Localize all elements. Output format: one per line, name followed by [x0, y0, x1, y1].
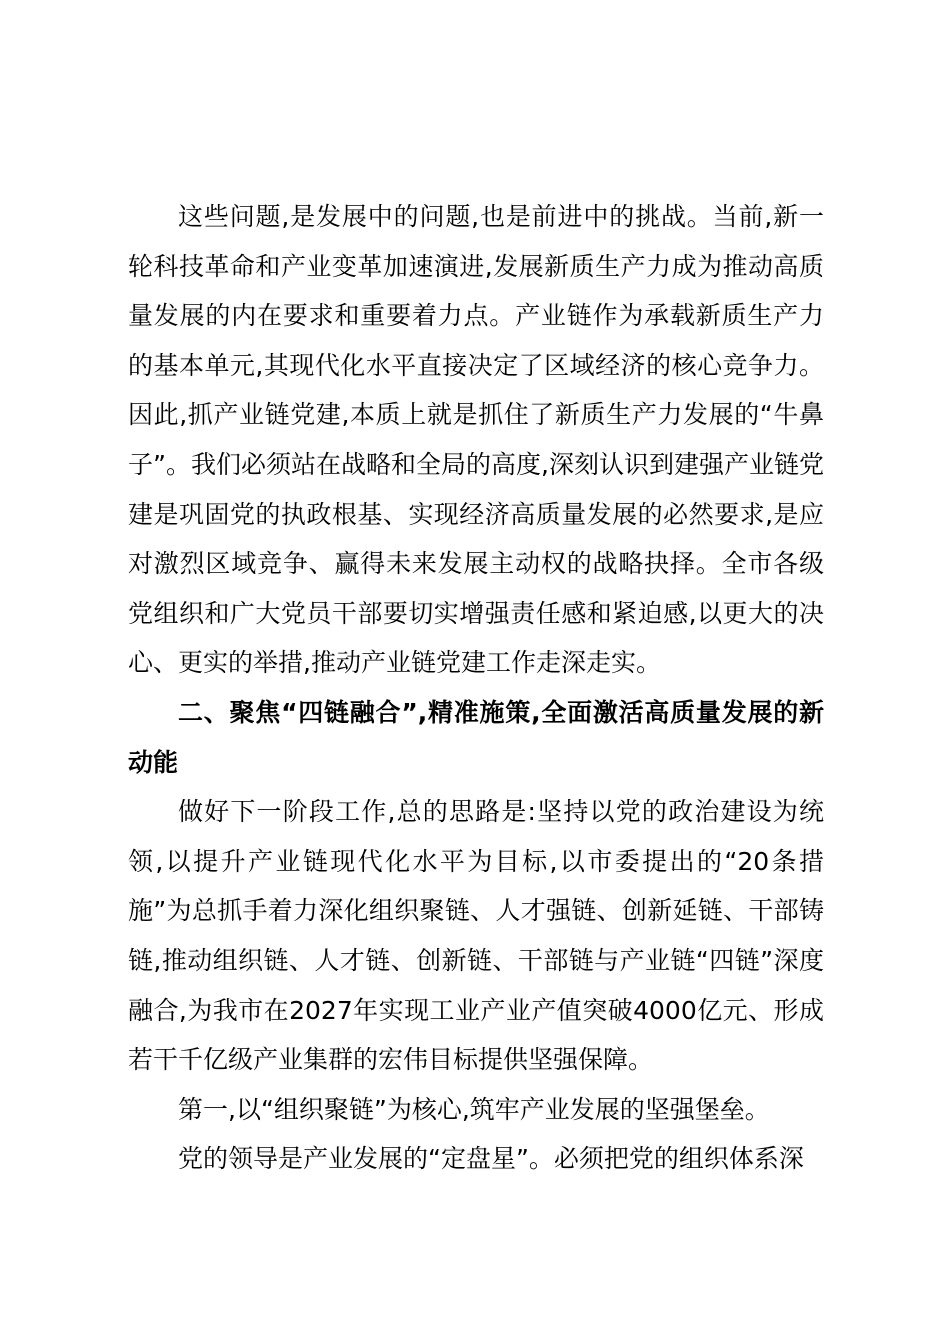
- paragraph-first-organization-chain: 第一,以“组织聚链”为核心,筑牢产业发展的坚强堡垒。: [178, 1094, 770, 1124]
- paragraph-problems-challenges: 这些问题,是发展中的问题,也是前进中的挑战。当前,新一轮科技革命和产业变革加速演进,发展新质生产力成为推动高质量发展的内在要求和重要着力点。产业链作为承载新质生产力的基本单元,其现代化水平直接决定了区域经济的核心竞争力。因此,抓产业链党建,本质上就是抓住了新质生产力发展的“牛鼻子”。我们必须站在战略和全局的高度,深刻认识到建强产业链党建是巩固党的执政根基、实现经济高质量发展的必然要求,是应对激烈区域竞争、赢得未来发展主动权的战略抉择。全市各级党组织和广大党员干部要切实增强责任感和紧迫感,以更大的决心、更实的举措,推动产业链党建工作走深走实。: [128, 202, 824, 678]
- document-body: [128, 192, 824, 1184]
- paragraph-overall-approach: 做好下一阶段工作,总的思路是:坚持以党的政治建设为统领,以提升产业链现代化水平为目标,以市委提出的“20条措施”为总抓手着力深化组织聚链、人才强链、创新延链、干部铸链,推动组织链、人才链、创新链、干部链与产业链“四链”深度融合,为我市在2027年实现工业产业产值突破4000亿元、形成若干千亿级产业集群的宏伟目标提供坚强保障。: [128, 797, 824, 1075]
- paragraph-party-leadership: 党的领导是产业发展的“定盘星”。必须把党的组织体系深: [178, 1144, 804, 1174]
- section-heading-four-chains: 二、聚焦“四链融合”,精准施策,全面激活高质量发展的新动能: [128, 697, 824, 777]
